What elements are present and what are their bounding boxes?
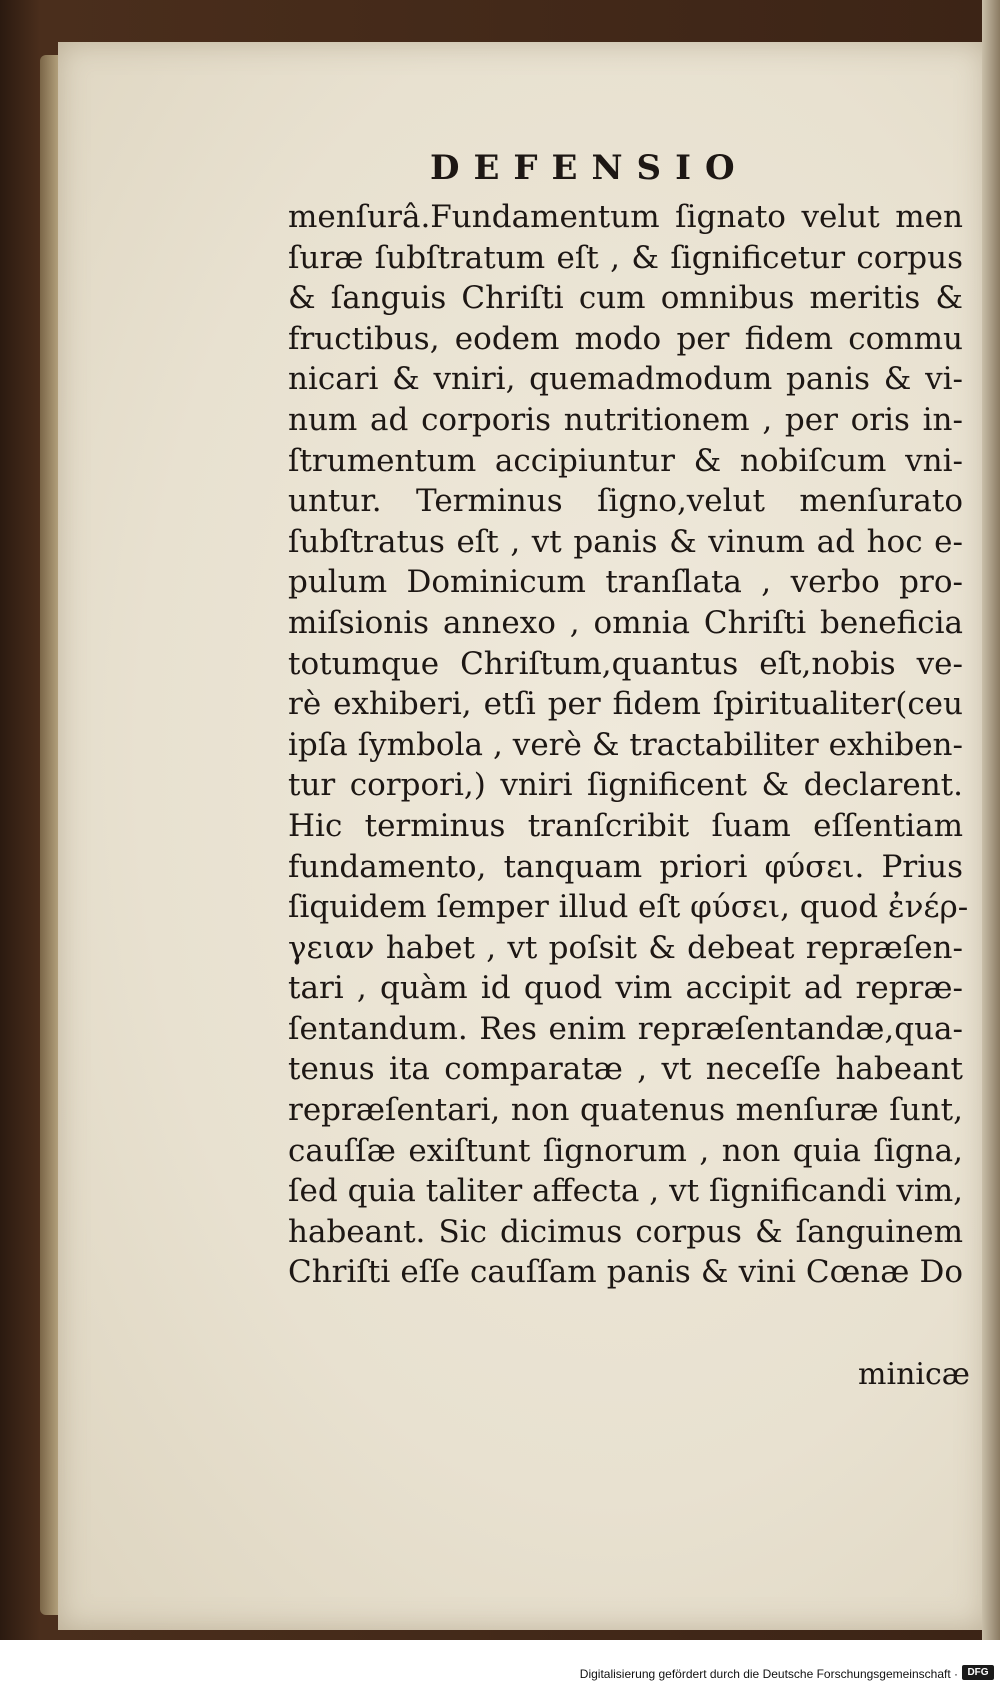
- text-line: ſubſtratus eſt , vt panis & vinum ad hoc e-: [288, 523, 963, 560]
- text-line: tenus ita comparatæ , vt neceſſe habeant: [288, 1051, 963, 1088]
- dfg-logo: DFG: [962, 1665, 994, 1680]
- text-line: untur. Terminus ſigno,velut menſurato: [288, 483, 963, 520]
- text-line: tur corpori,) vniri ſignificent & declarent.: [288, 767, 963, 804]
- text-line: tari , quàm id quod vim accipit ad repræ-: [288, 970, 963, 1007]
- text-line: menſurâ.Fundamentum ſignato velut men: [288, 199, 963, 235]
- funding-credit: Digitalisierung gefördert durch die Deutsche Forschungsgemeinschaft ·: [579, 1667, 958, 1681]
- text-line: repræſentari, non quatenus menſuræ ſunt,: [288, 1092, 963, 1129]
- text-line: ſuræ ſubſtratum eſt , & ſignificetur corpus: [288, 239, 963, 276]
- text-line: totumque Chriſtum,quantus eſt,nobis ve-: [288, 645, 963, 682]
- text-line: pulum Dominicum tranſlata , verbo pro-: [288, 564, 963, 601]
- text-line: fructibus, eodem modo per fidem commu: [288, 320, 963, 357]
- text-line: ipſa ſymbola , verè & tractabiliter exhiben-: [288, 726, 963, 763]
- text-line: γειαν habet , vt poſsit & debeat repræſen-: [288, 929, 963, 966]
- catchword: minicæ: [858, 1357, 970, 1392]
- text-line: cauſſæ exiſtunt ſignorum , non quia ſigna,: [288, 1132, 963, 1169]
- text-line: ſtrumentum accipiuntur & nobiſcum vni-: [288, 442, 963, 479]
- text-line: Hic terminus tranſcribit ſuam eſſentiam: [288, 807, 963, 844]
- text-line: ſentandum. Res enim repræſentandæ,qua-: [288, 1010, 963, 1047]
- text-line: Chriſti eſſe cauſſam panis & vini Cœnæ Do: [288, 1254, 963, 1291]
- text-line: & ſanguis Chriſti cum omnibus meritis &: [288, 280, 963, 317]
- text-line: ſiquidem ſemper illud eſt φύσει, quod ἐνέρ-: [288, 889, 969, 926]
- page-edge-right: [982, 0, 1000, 1640]
- text-line: num ad corporis nutritionem , per oris in-: [288, 401, 963, 438]
- book-edge: [40, 55, 60, 1615]
- body-text: [288, 197, 969, 1293]
- text-line: miſsionis annexo , omnia Chriſti beneficia: [288, 604, 963, 641]
- text-line: fundamento, tanquam priori φύσει. Prius: [288, 848, 963, 885]
- text-line: ſed quia taliter affecta , vt ſignificandi vim,: [288, 1173, 963, 1210]
- text-line: habeant. Sic dicimus corpus & ſanguinem: [288, 1213, 963, 1250]
- text-line: nicari & vniri, quemadmodum panis & vi-: [288, 361, 963, 398]
- running-head: DEFENSIO: [430, 148, 749, 188]
- text-line: rè exhiberi, etſi per fidem ſpiritualiter(ceu: [288, 686, 963, 723]
